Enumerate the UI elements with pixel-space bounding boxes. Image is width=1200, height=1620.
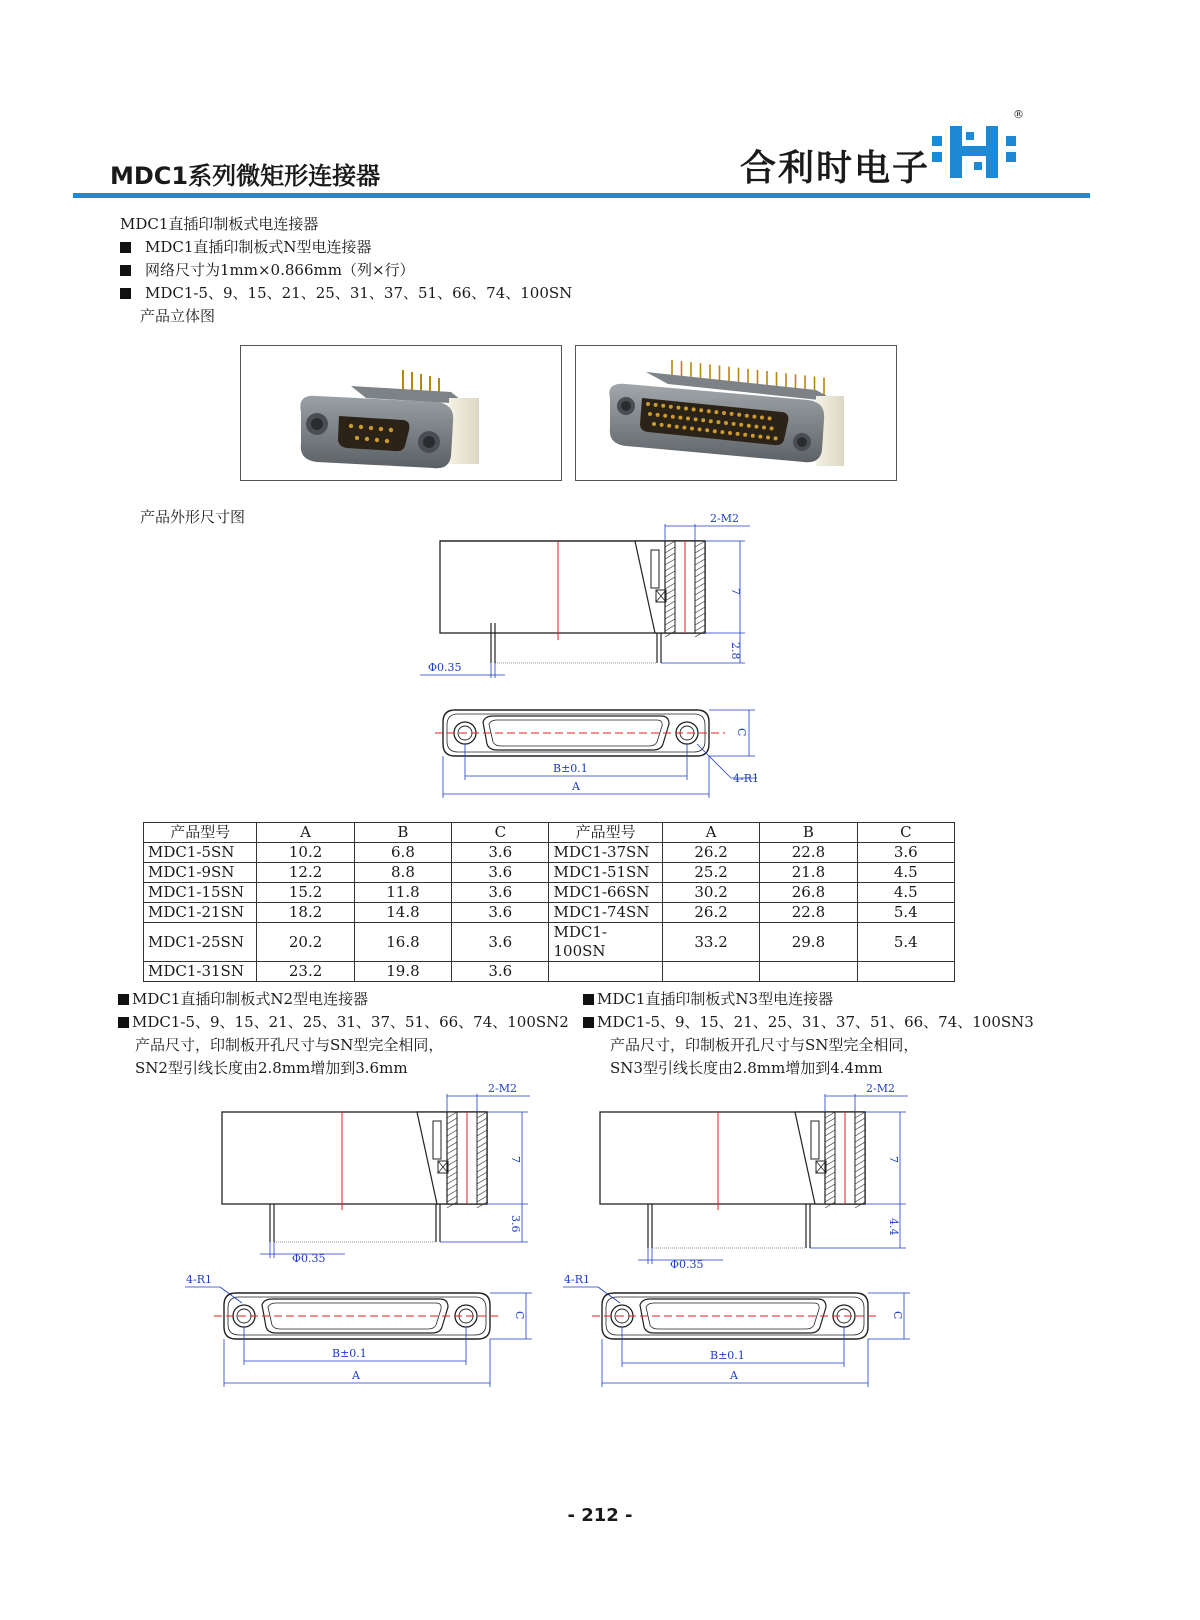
cell-value: 22.8 xyxy=(760,903,857,923)
m2-label: 2-M2 xyxy=(710,512,739,525)
cell-value: 3.6 xyxy=(452,962,549,982)
radius-label: 4-R1 xyxy=(186,1275,212,1286)
header-cell: C xyxy=(452,823,549,843)
sn3-side-view-drawing xyxy=(578,1080,938,1280)
cell-value: 16.8 xyxy=(354,923,451,962)
dim-b-label: B±0.1 xyxy=(710,1349,745,1362)
height-7-label: 7 xyxy=(887,1156,900,1163)
dim-a-label: A xyxy=(572,780,580,793)
cell-model: MDC1-5SN xyxy=(144,843,257,863)
sn3-front-view-drawing xyxy=(558,1275,918,1405)
dim-c-label: C xyxy=(891,1311,904,1320)
cell-value: 3.6 xyxy=(452,923,549,962)
cell-value: 21.8 xyxy=(760,863,857,883)
cell-model: MDC1-25SN xyxy=(144,923,257,962)
table-row xyxy=(144,843,955,863)
cell-model: MDC1-15SN xyxy=(144,883,257,903)
sn2-note-1: 产品尺寸，印制板开孔尺寸与SN型完全相同， xyxy=(135,1036,444,1054)
cell-value: 4.5 xyxy=(857,863,954,883)
cell-value: 29.8 xyxy=(760,923,857,962)
cell-value: 26.8 xyxy=(760,883,857,903)
lead-length-label: 2.8 xyxy=(729,642,742,660)
cell-value: 10.2 xyxy=(257,843,354,863)
table-row xyxy=(144,903,955,923)
cell-value: 5.4 xyxy=(857,903,954,923)
radius-label: 4-R1 xyxy=(564,1275,590,1286)
cell-model: MDC1-21SN xyxy=(144,903,257,923)
pin-diameter-label: Φ0.35 xyxy=(428,661,462,674)
m2-label: 2-M2 xyxy=(488,1082,517,1095)
sn2-series: MDC1-5、9、15、21、25、31、37、51、66、74、100SN2 xyxy=(118,1011,569,1032)
cell-value: 3.6 xyxy=(452,903,549,923)
section-title: MDC1直插印制板式电连接器 xyxy=(120,215,319,233)
dim-a-label: A xyxy=(730,1369,738,1382)
series-title: MDC1系列微矩形连接器 xyxy=(110,162,381,190)
photo-heading: 产品立体图 xyxy=(140,307,216,325)
sn2-front-view-drawing xyxy=(180,1275,540,1405)
sn3-title: MDC1直插印制板式N3型电连接器 xyxy=(583,988,833,1009)
table-row xyxy=(144,962,955,982)
cell-value: 5.4 xyxy=(857,923,954,962)
cell-value: 12.2 xyxy=(257,863,354,883)
height-7-label: 7 xyxy=(509,1156,522,1163)
product-photo-large xyxy=(575,345,897,481)
table-header-row xyxy=(144,823,955,843)
outline-heading: 产品外形尺寸图 xyxy=(140,508,246,526)
radius-label: 4-R1 xyxy=(733,772,759,785)
cell-model: MDC1-66SN xyxy=(549,883,662,903)
cell-value: 6.8 xyxy=(354,843,451,863)
dim-b-label: B±0.1 xyxy=(332,1347,367,1360)
table-row xyxy=(144,883,955,903)
cell-model: MDC1-51SN xyxy=(549,863,662,883)
lead-length-label: 4.4 xyxy=(887,1218,900,1236)
cell-value: 33.2 xyxy=(662,923,759,962)
cell-value xyxy=(857,962,954,982)
brand-logo xyxy=(928,112,1028,188)
connector-render-9pin xyxy=(241,346,561,480)
cell-value: 3.6 xyxy=(452,883,549,903)
cell-value: 26.2 xyxy=(662,843,759,863)
sn-side-view-drawing xyxy=(410,510,770,685)
cell-value: 3.6 xyxy=(857,843,954,863)
dim-c-label: C xyxy=(735,728,748,737)
brand-name: 合利时电子 xyxy=(740,148,931,189)
header-cell: B xyxy=(354,823,451,843)
pin-diameter-label: Φ0.35 xyxy=(670,1258,704,1271)
dim-b-label: B±0.1 xyxy=(553,762,588,775)
product-photo-small xyxy=(240,345,562,481)
sn3-note-2: SN3型引线长度由2.8mm增加到4.4mm xyxy=(610,1059,883,1077)
sn2-title: MDC1直插印制板式N2型电连接器 xyxy=(118,988,368,1009)
cell-value: 15.2 xyxy=(257,883,354,903)
cell-value: 3.6 xyxy=(452,843,549,863)
header-cell: 产品型号 xyxy=(144,823,257,843)
table-row xyxy=(144,863,955,883)
cell-value xyxy=(662,962,759,982)
cell-model: MDC1-74SN xyxy=(549,903,662,923)
cell-value: 14.8 xyxy=(354,903,451,923)
dim-c-label: C xyxy=(513,1311,526,1320)
header-cell: 产品型号 xyxy=(549,823,662,843)
cell-value: 4.5 xyxy=(857,883,954,903)
height-7-label: 7 xyxy=(729,588,742,595)
bullet-2: 网络尺寸为1mm×0.866mm（列×行） xyxy=(120,259,415,280)
header-cell: C xyxy=(857,823,954,843)
cell-value: 3.6 xyxy=(452,863,549,883)
cell-value: 23.2 xyxy=(257,962,354,982)
header-cell: B xyxy=(760,823,857,843)
registered-mark: ® xyxy=(1013,108,1024,121)
sn3-series: MDC1-5、9、15、21、25、31、37、51、66、74、100SN3 xyxy=(583,1011,1034,1032)
sn3-note-1: 产品尺寸，印制板开孔尺寸与SN型完全相同， xyxy=(610,1036,919,1054)
cell-value: 8.8 xyxy=(354,863,451,883)
cell-value: 26.2 xyxy=(662,903,759,923)
header-cell: A xyxy=(662,823,759,843)
page-number: - 212 - xyxy=(567,1505,633,1526)
sn-front-view-drawing xyxy=(435,700,775,800)
cell-value: 22.8 xyxy=(760,843,857,863)
dim-a-label: A xyxy=(352,1369,360,1382)
lead-length-label: 3.6 xyxy=(509,1215,522,1233)
cell-value: 25.2 xyxy=(662,863,759,883)
connector-render-51pin xyxy=(576,346,896,480)
cell-value: 30.2 xyxy=(662,883,759,903)
bullet-1: MDC1直插印制板式N型电连接器 xyxy=(120,236,372,257)
sn2-side-view-drawing xyxy=(200,1080,560,1270)
cell-model: MDC1-100SN xyxy=(549,923,662,962)
cell-model: MDC1-9SN xyxy=(144,863,257,883)
cell-value xyxy=(760,962,857,982)
cell-value: 20.2 xyxy=(257,923,354,962)
cell-model: MDC1-37SN xyxy=(549,843,662,863)
header-rule xyxy=(73,193,1090,198)
cell-value: 11.8 xyxy=(354,883,451,903)
cell-value: 18.2 xyxy=(257,903,354,923)
sn2-note-2: SN2型引线长度由2.8mm增加到3.6mm xyxy=(135,1059,408,1077)
cell-model xyxy=(549,962,662,982)
m2-label: 2-M2 xyxy=(866,1082,895,1095)
spec-table xyxy=(143,822,955,982)
cell-value: 19.8 xyxy=(354,962,451,982)
header-cell: A xyxy=(257,823,354,843)
cell-model: MDC1-31SN xyxy=(144,962,257,982)
bullet-3: MDC1-5、9、15、21、25、31、37、51、66、74、100SN xyxy=(120,282,572,303)
table-row xyxy=(144,923,955,962)
pin-diameter-label: Φ0.35 xyxy=(292,1252,326,1265)
